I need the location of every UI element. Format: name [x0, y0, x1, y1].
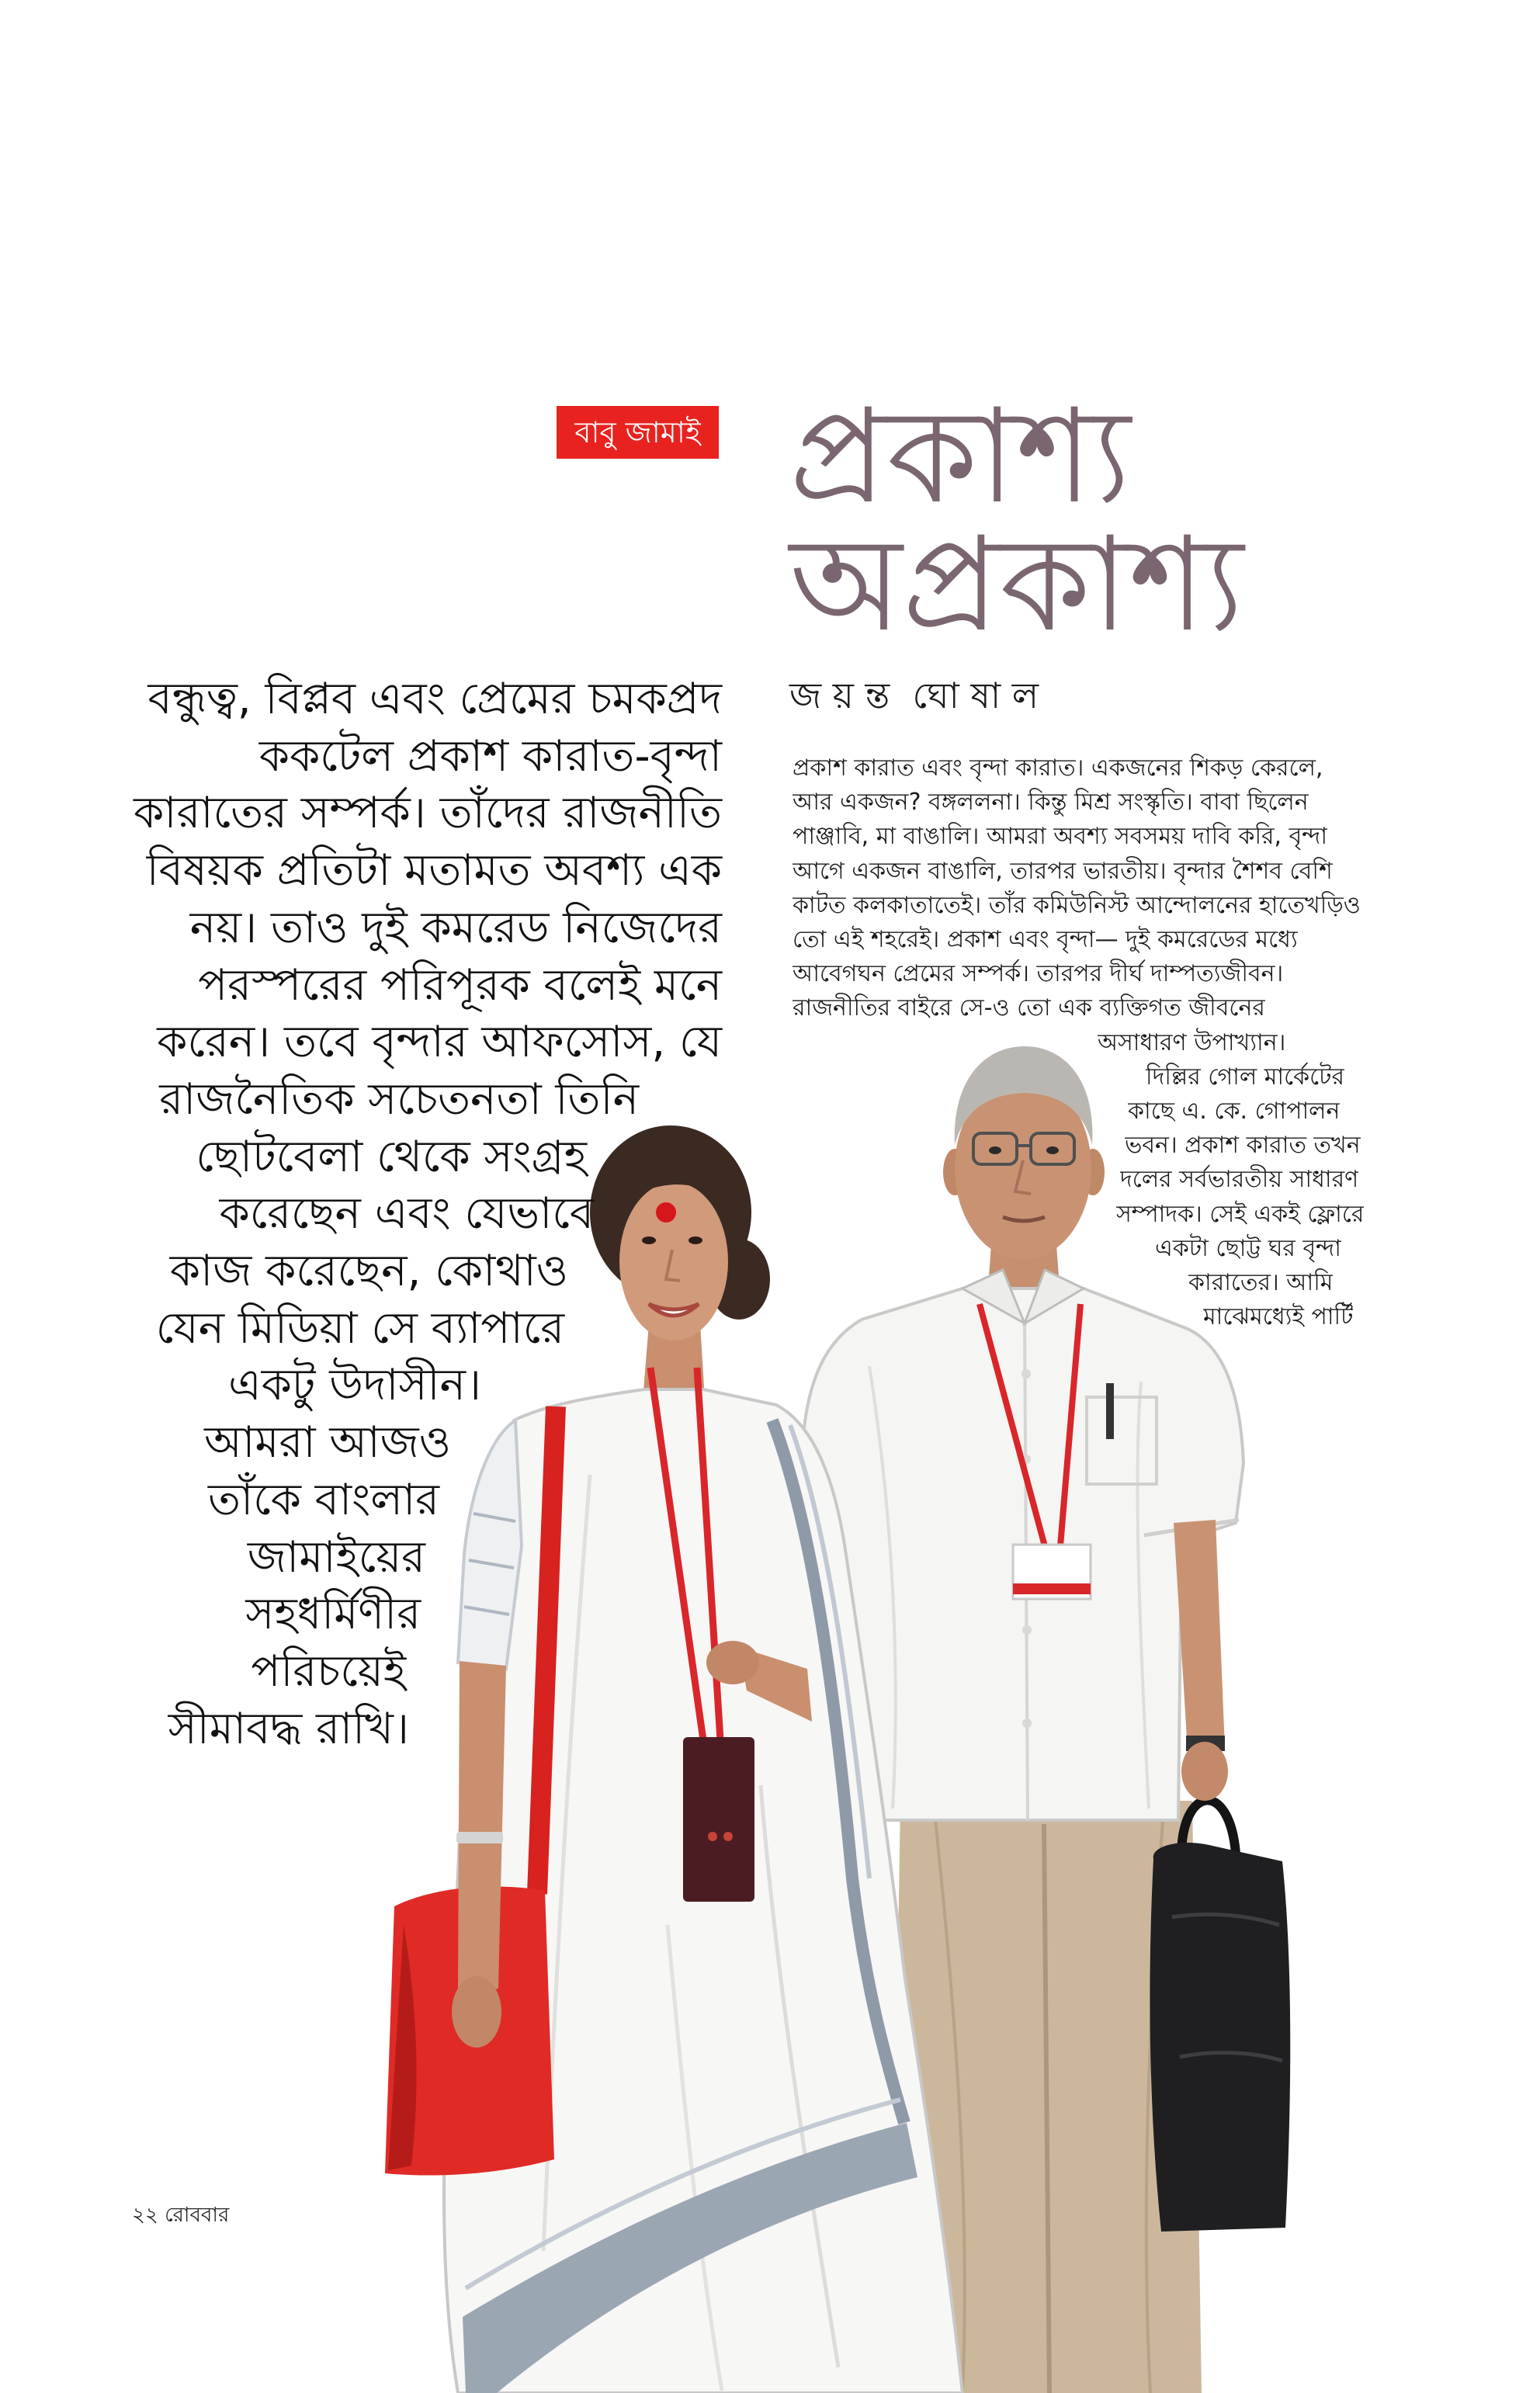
page-footer: ২২ রোববার: [132, 2204, 230, 2227]
man-forearm: [1174, 1520, 1225, 1751]
lede-line: পরিচয়েই: [251, 1646, 406, 1697]
body-line: কারাতের। আমি: [1188, 1269, 1334, 1296]
blouse-sleeve: [458, 1420, 522, 1669]
man-id-card-stripe: [1013, 1583, 1091, 1594]
body-line: একটা ছোট্ট ঘর বৃন্দা: [1155, 1235, 1341, 1262]
body-line: তো এই শহরেই। প্রকাশ এবং বৃন্দা— দুই কমরেডের মধ্যে: [793, 926, 1298, 953]
woman-right-hand: [706, 1641, 759, 1684]
body-line: আর একজন? বঙ্গললনা। কিন্তু মিশ্র সংস্কৃতি। বাবা ছিলেন: [793, 789, 1309, 816]
body-line: পাঞ্জাবি, মা বাঙালি। আমরা অবশ্য সবসময় দাবি করি, বৃন্দা: [793, 823, 1328, 850]
body-line: কাছে এ. কে. গোপালন: [1128, 1098, 1341, 1125]
man-hand: [1181, 1742, 1228, 1801]
body-line: প্রকাশ কারাত এবং বৃন্দা কারাত। একজনের শিকড় কেরলে,: [793, 754, 1323, 782]
body-line: সম্পাদক। সেই একই ফ্লোরে: [1116, 1201, 1365, 1228]
lede-line: রাজনৈতিক সচেতনতা তিনি: [159, 1074, 639, 1125]
woman-eye: [688, 1236, 702, 1244]
lede-line: নয়। তাও দুই কমরেড নিজেদের: [189, 903, 722, 953]
body-line: আবেগঘন প্রেমের সম্পর্ক। তারপর দীর্ঘ দাম্পত্যজীবন।: [793, 960, 1284, 987]
body-line: ভবন। প্রকাশ কারাত তখন: [1125, 1132, 1361, 1159]
lede-line: একটু উদাসীন।: [228, 1360, 481, 1410]
pen: [1106, 1383, 1114, 1439]
body-line: দিল্লির গোল মার্কেটের: [1146, 1063, 1345, 1091]
id-pouch-dot: [708, 1832, 717, 1841]
byline: জ য় ন্ত ঘো ষা ল: [789, 675, 1039, 716]
woman-left-hand: [452, 1976, 501, 2048]
lede-line: করেন। তবে বৃন্দার আফসোস, যে: [157, 1017, 722, 1067]
lede-line: সহধর্মিণীর: [245, 1589, 421, 1639]
section-tag: বাবু জামাই: [557, 406, 719, 459]
lede-line: ককটেল প্রকাশ কারাত-বৃন্দা: [258, 731, 722, 782]
lede-line: তাঁকে বাংলার: [207, 1475, 439, 1525]
lede-line: আমরা আজও: [204, 1417, 451, 1468]
lede-line: করেছেন এবং যেভাবে: [219, 1188, 594, 1239]
lede-line: কারাতের সম্পর্ক। তাঁদের রাজনীতি: [134, 788, 722, 838]
headline-line-2: অপ্রকাশ্য: [789, 508, 1244, 661]
body-line: রাজনীতির বাইরে সে-ও তো এক ব্যক্তিগত জীবনের: [793, 994, 1265, 1021]
lede-line: পরস্পরের পরিপূরক বলেই মনে: [198, 960, 722, 1011]
shirt-button: [1022, 1625, 1032, 1635]
shirt-button: [1022, 1718, 1032, 1728]
id-pouch: [683, 1737, 754, 1902]
shirt-button: [1021, 1369, 1031, 1379]
body-line: কাটত কলকাতাতেই। তাঁর কমিউনিস্ট আন্দোলনের হাতেখড়িও: [793, 892, 1361, 919]
body-line: দলের সর্বভারতীয় সাধারণ: [1120, 1166, 1359, 1193]
man-eye: [989, 1146, 1001, 1154]
lede-line: যেন মিডিয়া সে ব্যাপারে: [155, 1303, 564, 1354]
lede-line: ছোটবেলা থেকে সংগ্রহ: [196, 1132, 587, 1182]
lede-line: জামাইয়ের: [247, 1532, 425, 1583]
lede-line: সীমাবদ্ধ রাখি।: [168, 1704, 409, 1754]
lede-line: বিষয়ক প্রতিটা মতামত অবশ্য এক: [146, 845, 722, 896]
lede-line: কাজ করেছেন, কোথাও: [169, 1246, 568, 1296]
bindi: [656, 1202, 676, 1223]
body-line: আগে একজন বাঙালি, তারপর ভারতীয়। বৃন্দার শৈশব বেশি: [793, 858, 1333, 885]
black-briefcase: [1150, 1843, 1290, 2232]
woman-eye: [642, 1236, 656, 1244]
body-line: মাঝেমধ্যেই পার্টি: [1203, 1303, 1354, 1330]
lede-line: বন্ধুত্ব, বিপ্লব এবং প্রেমের চমকপ্রদ: [147, 674, 722, 724]
body-line: অসাধারণ উপাখ্যান।: [1098, 1029, 1286, 1056]
woman-left-forearm: [458, 1661, 506, 1992]
id-pouch-dot: [723, 1832, 733, 1841]
man-eye: [1046, 1146, 1059, 1154]
headline-line-1: প্রকাশ্য: [789, 380, 1131, 532]
bangle: [456, 1832, 503, 1843]
